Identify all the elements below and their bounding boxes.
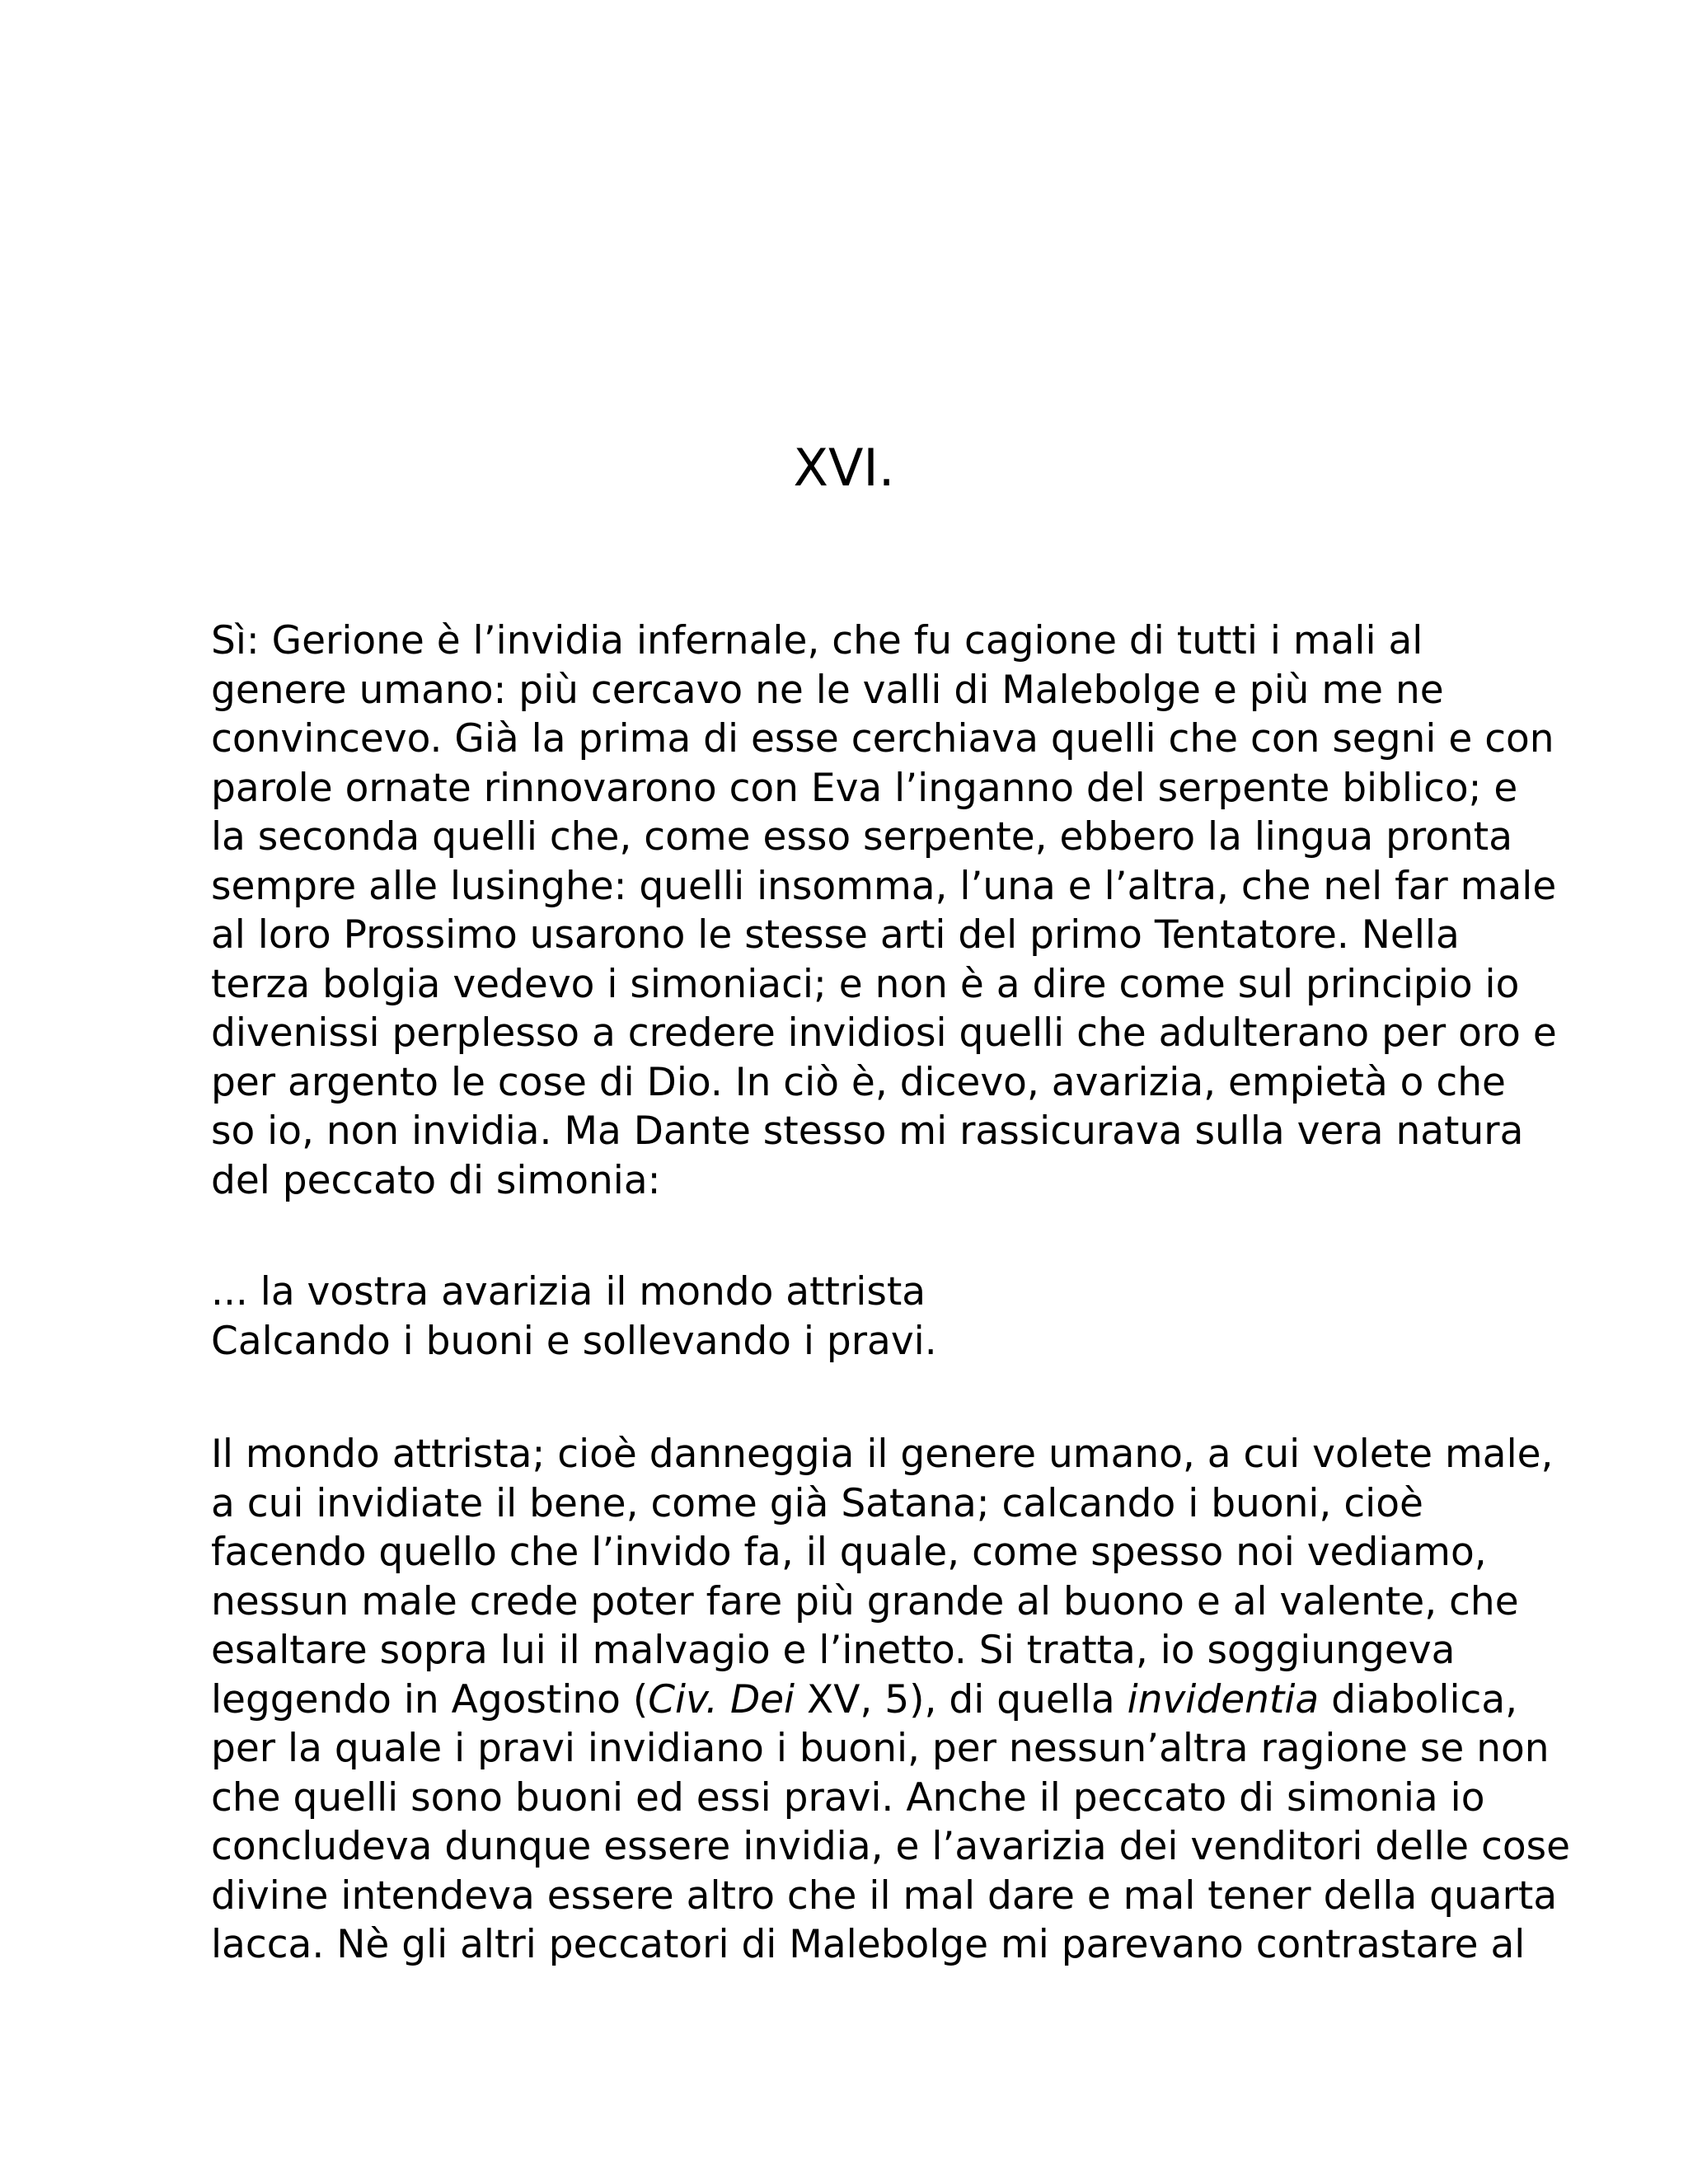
text-line: divine intendeva essere altro che il mal dare e mal tener della quarta	[211, 1872, 1558, 1919]
italic-term-invidentia: invidentia	[1127, 1676, 1320, 1722]
text-segment: XV, 5), di quella	[795, 1676, 1128, 1722]
text-segment: diabolica,	[1319, 1676, 1518, 1722]
text-line: Sì: Gerione è l’invidia infernale, che fu cagione di tutti i mali al	[211, 618, 1423, 663]
verse-quotation	[211, 1268, 1480, 1366]
text-line: per argento le cose di Dio. In ciò è, dicevo, avarizia, empietà o che	[211, 1059, 1506, 1105]
text-line: Il mondo attrista; cioè danneggia il genere umano, a cui volete male,	[211, 1432, 1554, 1477]
italic-title-civ-dei: Civ. Dei	[648, 1676, 795, 1722]
text-line: esaltare sopra lui il malvagio e l’inetto. Si tratta, io soggiungeva	[211, 1628, 1456, 1673]
text-line: parole ornate rinnovarono con Eva l’inganno del serpente biblico; e	[211, 765, 1518, 811]
text-line: facendo quello che l’invido fa, il quale, come spesso noi vediamo,	[211, 1530, 1487, 1575]
text-line: genere umano: più cercavo ne le valli di Malebolge e più me ne	[211, 667, 1444, 713]
text-line: terza bolgia vedevo i simoniaci; e non è a dire come sul principio io	[211, 961, 1520, 1007]
text-line: la seconda quelli che, come esso serpente, ebbero la lingua pronta	[211, 814, 1512, 860]
text-line: convincevo. Già la prima di esse cerchiava quelli che con segni e con	[211, 716, 1554, 762]
text-line: del peccato di simonia:	[211, 1157, 661, 1203]
paragraph-1	[211, 616, 1557, 1205]
text-line: a cui invidiate il bene, come già Satana; calcando i buoni, cioè	[211, 1480, 1423, 1526]
text-line-with-citation	[211, 1675, 1518, 1725]
chapter-title: XVI.	[793, 438, 895, 498]
text-line: sempre alle lusinghe: quelli insomma, l’una e l’altra, che nel far male	[211, 863, 1557, 909]
text-line: al loro Prossimo usarono le stesse arti del primo Tentatore. Nella	[211, 912, 1460, 958]
text-line: concludeva dunque essere invidia, e l’avarizia dei venditori delle cose	[211, 1824, 1571, 1869]
text-line: per la quale i pravi invidiano i buoni, per nessun’altra ragione se non	[211, 1726, 1550, 1771]
text-line: so io, non invidia. Ma Dante stesso mi rassicurava sulla vera natura	[211, 1108, 1524, 1154]
verse-line: ... la vostra avarizia il mondo attrista	[211, 1269, 926, 1315]
paragraph-2	[211, 1430, 1571, 1970]
text-segment: leggendo in Agostino (	[211, 1676, 649, 1722]
text-line: nessun male crede poter fare più grande al buono e al valente, che	[211, 1578, 1519, 1624]
text-line: lacca. Nè gli altri peccatori di Malebolge mi parevano contrastare al	[211, 1922, 1526, 1967]
verse-line: Calcando i buoni e sollevando i pravi.	[211, 1318, 937, 1364]
text-line: divenissi perplesso a credere invidiosi quelli che adulterano per oro e	[211, 1010, 1557, 1056]
text-line: che quelli sono buoni ed essi pravi. Anche il peccato di simonia io	[211, 1774, 1485, 1821]
